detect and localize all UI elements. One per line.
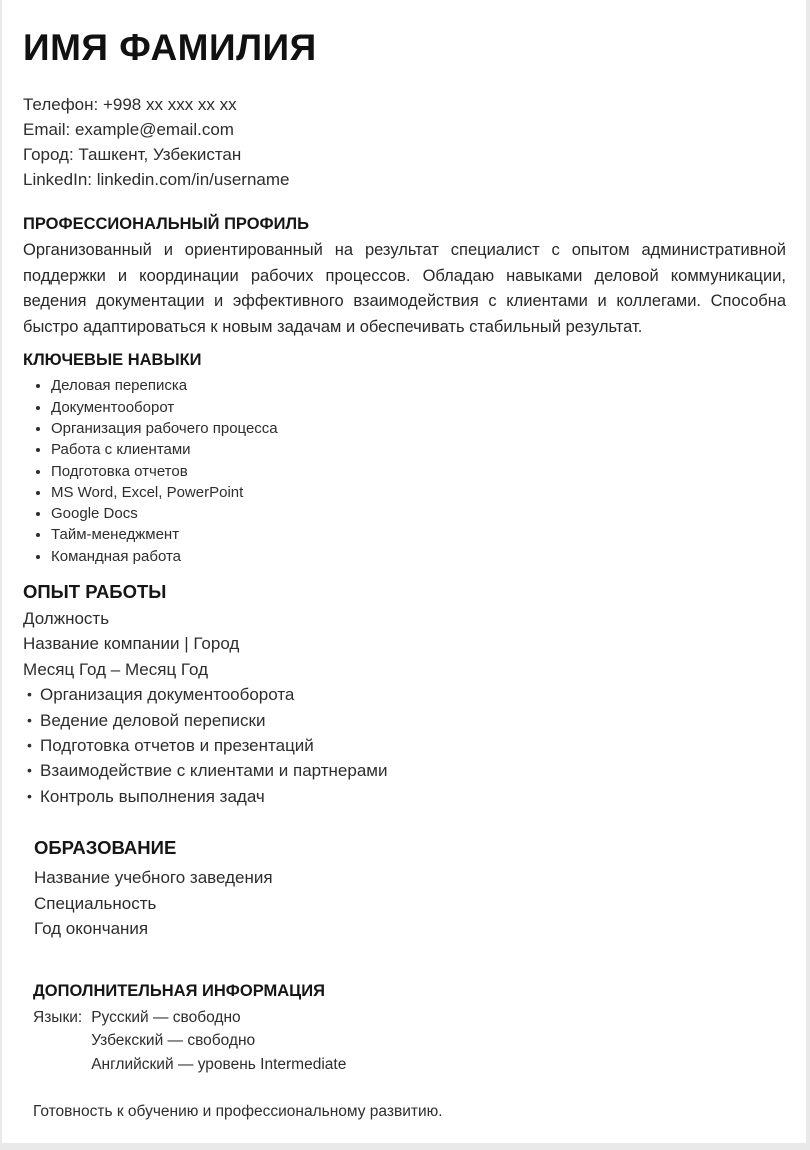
resume-page <box>2 0 806 1143</box>
section-work-experience <box>23 580 786 809</box>
language-item-russian: Русский — свободно <box>91 1008 241 1026</box>
section-professional-profile <box>23 213 786 340</box>
section-key-skills <box>23 349 786 567</box>
profile-heading: ПРОФЕССИОНАЛЬНЫЙ ПРОФИЛЬ <box>23 215 309 233</box>
skills-heading: КЛЮЧЕВЫЕ НАВЫКИ <box>23 351 202 370</box>
skill-item: • Командная работа <box>51 546 786 567</box>
education-specialty: Специальность <box>34 893 157 913</box>
skill-item: • Организация рабочего процесса <box>51 418 786 439</box>
education-graduation-year: Год окончания <box>34 919 149 939</box>
education-heading: ОБРАЗОВАНИЕ <box>34 837 177 859</box>
experience-duty: • Подготовка отчетов и презентаций <box>23 733 786 758</box>
skill-item: • Подготовка отчетов <box>51 461 786 482</box>
skill-item: • Документооборот <box>51 397 786 418</box>
page-title: ИМЯ ФАМИЛИЯ <box>23 27 317 68</box>
languages-label: Языки: <box>33 1008 83 1026</box>
experience-duty: • Организация документооборота <box>23 682 786 707</box>
experience-company: Название компании | Город <box>23 634 240 654</box>
contact-block <box>23 92 786 192</box>
experience-duty: • Ведение деловой переписки <box>23 708 786 733</box>
skill-item: • Google Docs <box>51 503 786 524</box>
contact-linkedin: LinkedIn: linkedin.com/in/username <box>23 170 290 189</box>
experience-duty: • Контроль выполнения задач <box>23 784 786 809</box>
closing-statement: Готовность к обучению и профессиональному развитию. <box>33 1103 443 1121</box>
section-education <box>34 836 786 942</box>
skills-list <box>23 375 786 567</box>
contact-phone: Телефон: +998 xx xxx xx xx <box>23 95 237 114</box>
skill-item: • Работа с клиентами <box>51 439 786 460</box>
experience-heading: ОПЫТ РАБОТЫ <box>23 581 167 603</box>
contact-email: Email: example@email.com <box>23 120 234 139</box>
additional-heading: ДОПОЛНИТЕЛЬНАЯ ИНФОРМАЦИЯ <box>33 981 325 1000</box>
language-item-uzbek: Узбекский — свободно <box>91 1032 256 1050</box>
experience-duty: • Взаимодействие с клиентами и партнерами <box>23 758 786 783</box>
skill-item: • Тайм-менеджмент <box>51 524 786 545</box>
experience-duties-list <box>23 682 786 809</box>
experience-position: Должность <box>23 609 110 629</box>
skill-item: • MS Word, Excel, PowerPoint <box>51 482 786 503</box>
experience-dates: Месяц Год – Месяц Год <box>23 659 208 679</box>
languages-list <box>91 1006 346 1077</box>
skill-item: • Деловая переписка <box>51 375 786 396</box>
language-item-english: Английский — уровень Intermediate <box>91 1055 347 1073</box>
contact-city: Город: Ташкент, Узбекистан <box>23 145 242 164</box>
profile-text: Организованный и ориентированный на результат специалист с опытом административной поддержки и координации рабочих процессов. Обладаю навыками деловой коммуникации, ведения документации и эффективного взаимодействия с клиентами и коллегами. Способна быстро адаптироваться к новым задачам и обеспечивать стабильный результат. <box>23 241 786 336</box>
section-additional-info <box>33 980 786 1124</box>
languages-block <box>33 1006 786 1077</box>
resume-content <box>2 0 806 1123</box>
education-institution: Название учебного заведения <box>34 868 273 888</box>
